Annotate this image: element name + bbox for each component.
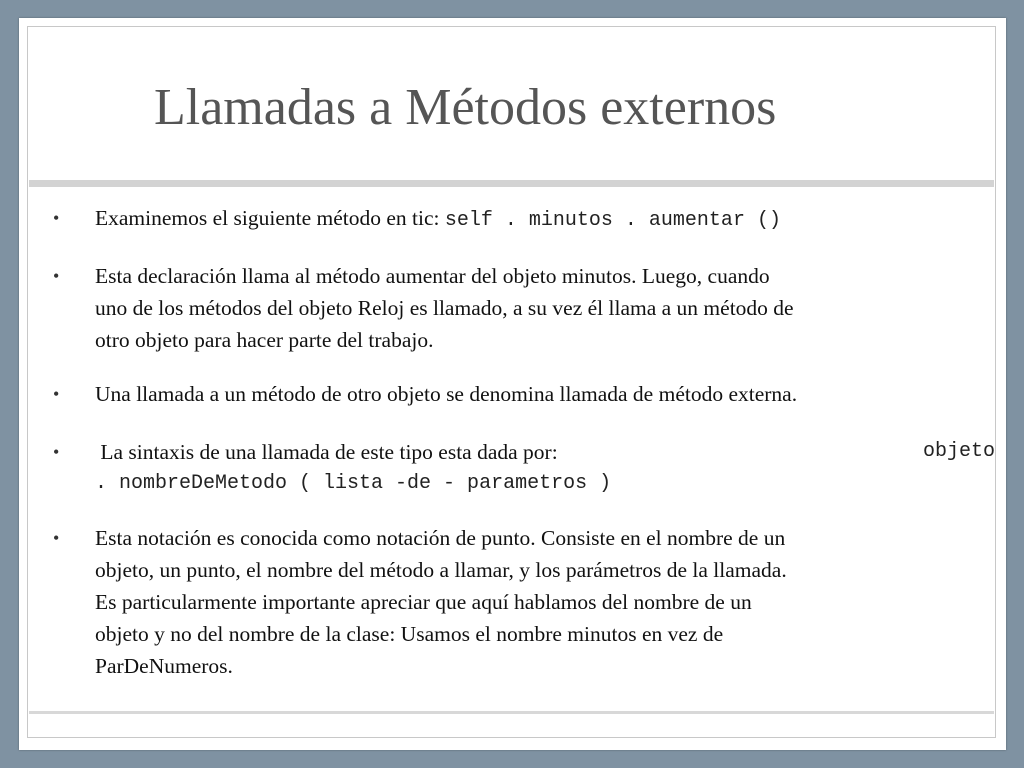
bottom-divider [29,711,994,714]
bullet-line: objeto y no del nombre de la clase: Usamos el nombre minutos en vez de [95,622,724,646]
bullet-text: Examinemos el siguiente método en tic: [95,206,445,230]
bullet-dot: • [53,208,60,228]
bullet-line [95,436,995,468]
bullet-text: Una llamada a un método de otro objeto se denomina llamada de método externa. [95,382,798,406]
bullet-item [53,202,995,237]
bullet-dot: • [53,442,60,462]
bullet-item [53,436,995,500]
bullet-line: otro objeto para hacer parte del trabajo. [95,328,434,352]
title-divider [29,180,994,187]
slide-title: Llamadas a Métodos externos [154,79,777,136]
bullet-line: ParDeNumeros. [95,654,233,678]
code-snippet: objeto [922,440,995,463]
bullet-text: La sintaxis de una llamada de este tipo esta dada por: [95,440,558,464]
code-snippet: . nombreDeMetodo ( lista -de - parametros ) [95,472,612,495]
bullet-line: Esta notación es conocida como notación de punto. Consiste en el nombre de un [95,526,786,550]
bullet-item [53,378,995,410]
bullet-line: uno de los métodos del objeto Reloj es llamado, a su vez él llama a un método de [95,296,794,320]
bullet-item [53,260,995,356]
bullet-dot: • [53,266,60,286]
bullet-line: Esta declaración llama al método aumentar del objeto minutos. Luego, cuando [95,264,770,288]
bullet-dot: • [53,384,60,404]
slide [19,18,1006,750]
bullet-line: objeto, un punto, el nombre del método a llamar, y los parámetros de la llamada. [95,558,787,582]
code-snippet: self . minutos . aumentar () [444,209,781,232]
bullet-line: Es particularmente importante apreciar que aquí hablamos del nombre de un [95,590,752,614]
bullet-item [53,522,995,682]
bullet-dot: • [53,528,60,548]
